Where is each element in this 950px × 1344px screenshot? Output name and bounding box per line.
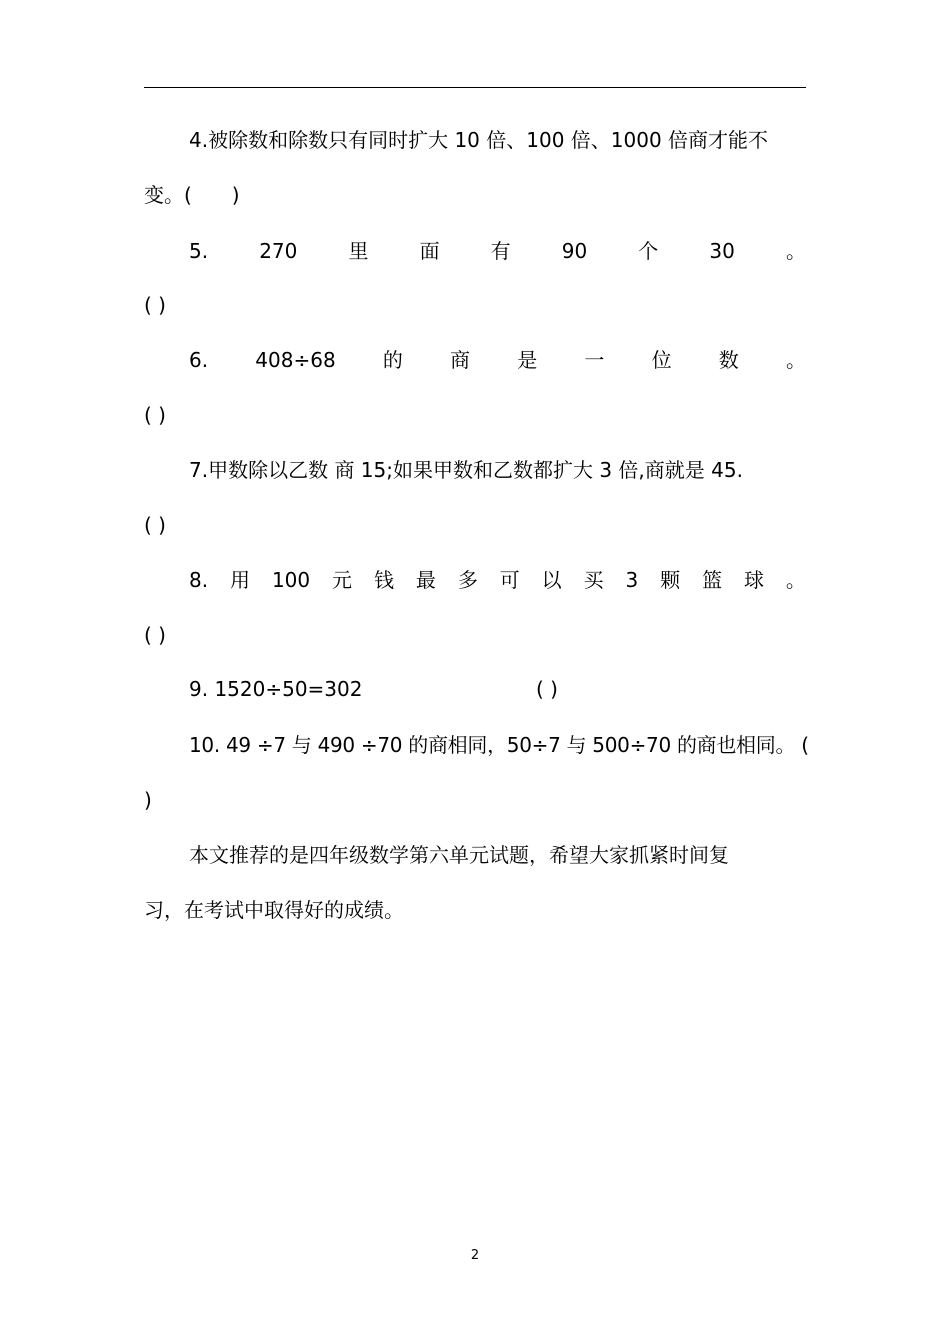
q5-token: 面 [419,239,440,263]
q8-token: 3 [625,568,639,592]
q8-token: 买 [583,568,604,592]
question-5-line-1 [189,237,806,265]
question-8-answer-paren: ( ) [144,623,166,647]
question-7-line-1: 7.甲数除以乙数 商 15;如果甲数和乙数都扩大 3 倍,商就是 45. [189,458,743,482]
question-4-line-1: 4.被除数和除数只有同时扩大 10 倍、100 倍、1000 倍商才能不 [189,128,769,152]
q6-token: 是 [517,348,538,372]
question-5-answer-paren: ( ) [144,293,166,317]
q8-token: 篮 [702,568,723,592]
page-number: 2 [470,1248,480,1263]
q8-token: 。 [785,568,806,592]
q6-token: 6. [189,348,209,372]
question-9-text: 9. 1520÷50=302 [189,677,363,701]
q8-token: 可 [499,568,520,592]
question-7-answer-paren: ( ) [144,513,166,537]
q8-token: 钱 [373,568,394,592]
q6-token: 商 [450,348,471,372]
question-10-line-2: ) [144,788,152,812]
q8-token: 用 [230,568,251,592]
q5-token: 270 [259,239,298,263]
q8-token: 多 [457,568,478,592]
q6-token: 一 [584,348,605,372]
question-9-answer-paren: ( ) [536,677,558,701]
q8-token: 8. [189,568,209,592]
q8-token: 100 [271,568,311,592]
q5-token: 。 [785,239,806,263]
question-10-line-1: 10. 49 ÷7 与 490 ÷70 的商相同，50÷7 与 500÷70 的商也相同。 ( [189,733,809,757]
closing-paragraph-line-2: 习，在考试中取得好的成绩。 [144,898,404,922]
question-6-answer-paren: ( ) [144,403,166,427]
q5-token: 个 [638,239,659,263]
closing-paragraph-line-1: 本文推荐的是四年级数学第六单元试题，希望大家抓紧时间复 [189,843,729,867]
question-6-line-1 [189,346,806,374]
q6-token: 位 [651,348,672,372]
q5-token: 里 [348,239,369,263]
q8-token: 颗 [660,568,681,592]
q5-token: 30 [709,239,735,263]
q5-token: 有 [490,239,511,263]
header-rule [144,87,806,88]
q8-token: 球 [744,568,764,592]
q8-token: 以 [541,568,562,592]
q6-token: 的 [382,348,403,372]
q5-token: 5. [189,239,209,263]
q6-token: 408÷68 [255,348,336,372]
q6-token: 数 [718,348,739,372]
q8-token: 最 [415,568,436,592]
q6-token: 。 [785,348,806,372]
q8-token: 元 [332,568,353,592]
q5-token: 90 [561,239,588,263]
question-8-line-1 [189,566,806,594]
question-4-line-2: 变。( ) [144,183,240,207]
